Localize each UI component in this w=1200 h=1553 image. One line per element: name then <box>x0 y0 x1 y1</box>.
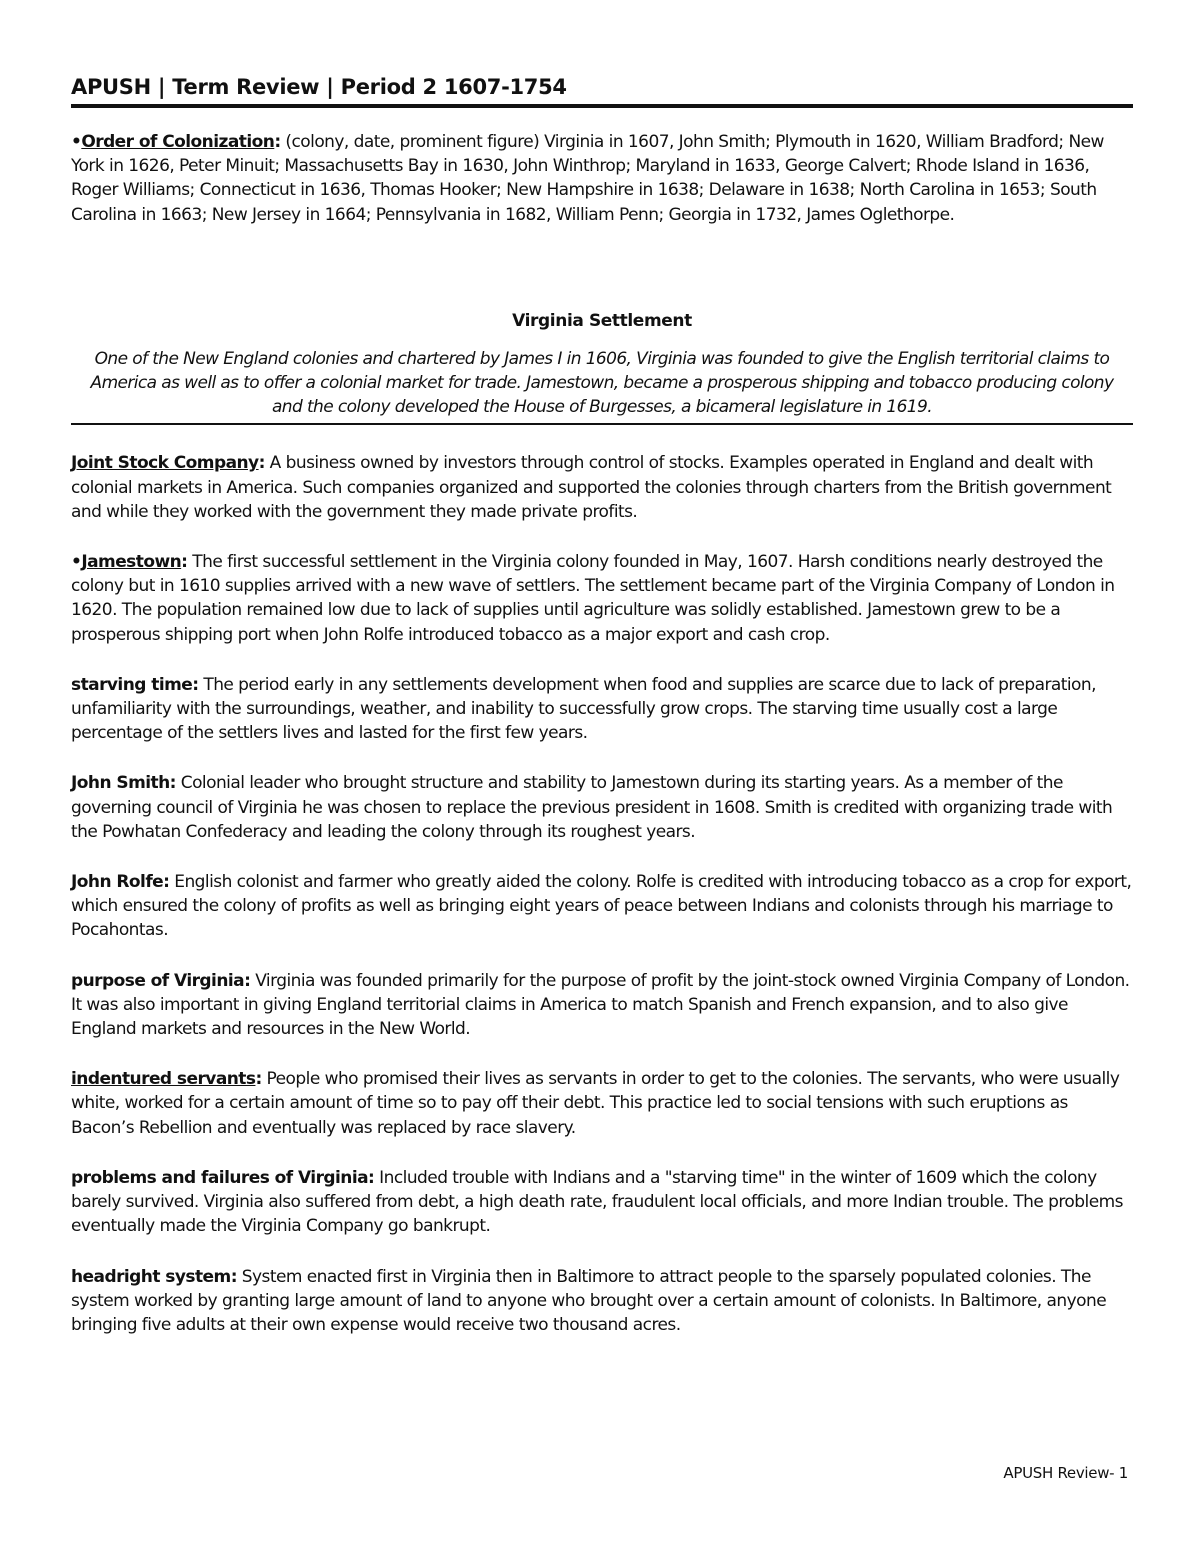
term-order-of-colonization: Order of Colonization <box>81 132 275 152</box>
term-colon: : <box>258 453 265 474</box>
header-rule <box>71 104 1133 108</box>
entry-indentured-servants <box>71 1067 1133 1140</box>
entry-text: (colony, date, prominent figure) Virginia in 1607, John Smith; Plymouth in 1620, William Bradford; New York in 1626, Peter Minuit; Massachusetts Bay in 1630, John Winthrop; Maryland in 1633, George Calvert; Rhode Island in 1636, Roger Williams; Connecticut in 1636, Thomas Hooker; New Hampshire in 1638; Delaware in 1638; North Carolina in 1653; South Carolina in 1663; New Jersey in 1664; Pennsylvania in 1682, William Penn; Georgia in 1732, James Oglethorpe. <box>71 132 1104 225</box>
order-of-colonization-entry <box>71 130 1133 227</box>
term-entries <box>71 451 1133 1337</box>
entry-text: A business owned by investors through control of stocks. Examples operated in England and dealt with colonial markets in America. Such companies organized and supported the colonies through charters from the British government and while they worked with the government they made private profits. <box>71 453 1112 522</box>
term-jamestown: Jamestown <box>81 552 182 573</box>
entry-joint-stock-company <box>71 451 1133 524</box>
term-joint-stock-company: Joint Stock Company <box>71 453 259 474</box>
term-starving-time: starving time: <box>71 674 199 695</box>
section-rule <box>71 423 1133 425</box>
entry-starving-time <box>71 673 1133 746</box>
term-indentured-servants: indentured servants <box>71 1069 256 1090</box>
entry-text: English colonist and farmer who greatly aided the colony. Rolfe is credited with introducing tobacco as a crop for export, which ensured the colony of profits as well as bringing eight years of peace between Indians and colonists through his marriage to Pocahontas. <box>71 872 1132 941</box>
entry-text: System enacted first in Virginia then in Baltimore to attract people to the sparsely populated colonies. The system worked by granting large amount of land to anyone who brought over a certain amount of colonists. In Baltimore, anyone bringing five adults at their own expense would receive two thousand acres. <box>71 1266 1107 1335</box>
entry-problems-and-failures <box>71 1166 1133 1239</box>
term-john-smith: John Smith: <box>71 773 176 794</box>
entry-purpose-of-virginia <box>71 969 1133 1042</box>
term-colon: : <box>181 552 188 573</box>
entry-jamestown <box>71 550 1133 647</box>
entry-headright-system <box>71 1265 1133 1338</box>
term-colon: : <box>274 132 281 152</box>
entry-text: Included trouble with Indians and a "starving time" in the winter of 1609 which the colony barely survived. Virginia also suffered from debt, a high death rate, fraudulent local officials, and more Indian trouble. The problems eventually made the Virginia Company go bankrupt. <box>71 1167 1123 1237</box>
entry-text: People who promised their lives as servants in order to get to the colonies. The servants, who were usually white, worked for a certain amount of time so to pay off their debt. This practice led to social tensions with such eruptions as Bacon’s Rebellion and eventually was replaced by race slavery. <box>71 1069 1120 1138</box>
entry-text: Virginia was founded primarily for the purpose of profit by the joint-stock owned Virginia Company of London. It was also important in giving England territorial claims in America to match Spanish and French expansion, and to also give England markets and resources in the New World. <box>71 970 1130 1040</box>
entry-john-rolfe <box>71 870 1133 943</box>
section-intro: One of the New England colonies and chartered by James I in 1606, Virginia was founded to give the English territorial claims to America as well as to offer a colonial market for trade. Jamestown, became a prosperous shipping and tobacco producing colony and the colony developed the House of Burgesses, a bicameral legislature in 1619. <box>90 348 1114 418</box>
document-header: APUSH | Term Review | Period 2 1607-1754 <box>71 75 567 99</box>
term-problems-and-failures-of-virginia: problems and failures of Virginia: <box>71 1167 375 1188</box>
entry-text: Colonial leader who brought structure and stability to Jamestown during its starting years. As a member of the governing council of Virginia he was chosen to replace the previous president in 1608. Smith is credited with organizing trade with the Powhatan Confederacy and leading the colony through its roughest years. <box>71 773 1113 842</box>
document-page <box>71 70 1133 1337</box>
term-headright-system: headright system: <box>71 1266 237 1287</box>
bullet-mark: • <box>71 132 82 152</box>
entry-john-smith <box>71 771 1133 844</box>
term-purpose-of-virginia: purpose of Virginia: <box>71 970 251 991</box>
term-colon: : <box>255 1069 262 1090</box>
term-john-rolfe: John Rolfe: <box>71 872 170 893</box>
section-title: Virginia Settlement <box>512 310 692 331</box>
entry-text: The period early in any settlements development when food and supplies are scarce due to lack of preparation, unfamiliarity with the surroundings, weather, and inability to successfully grow crops. The starving time usually cost a large percentage of the settlers lives and lasted for the first few years. <box>71 674 1096 744</box>
bullet-mark: • <box>71 552 82 573</box>
entry-text: The first successful settlement in the Virginia colony founded in May, 1607. Harsh conditions nearly destroyed the colony but in 1610 supplies arrived with a new wave of settlers. The settlement became part of the Virginia Company of London in 1620. The population remained low due to lack of supplies until agriculture was solidly established. Jamestown grew to be a prosperous shipping port when John Rolfe introduced tobacco as a major export and cash crop. <box>71 552 1115 645</box>
page-footer: APUSH Review- 1 <box>1003 1464 1128 1482</box>
